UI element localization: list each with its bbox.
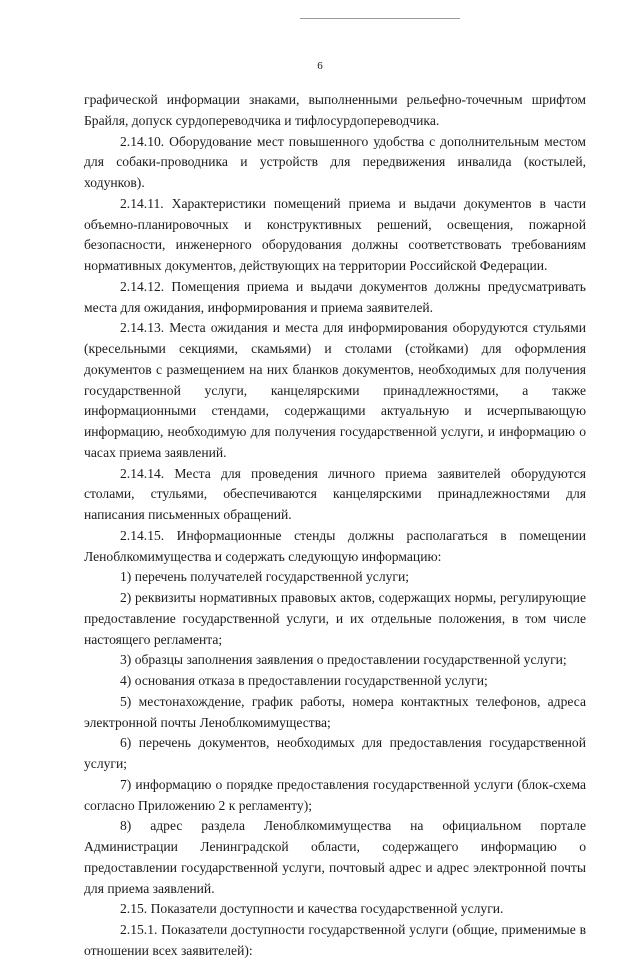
paragraph: 2.14.14. Места для проведения личного приема заявителей оборудуются столами, стульями, обеспечиваются канцелярскими принадлежностями для написания письменных обращений. [84, 465, 586, 522]
paragraph: 2.14.13. Места ожидания и места для информирования оборудуются стульями (кресельными секциями, скамьями) и столами (стойками) для оформления документов с размещением на них бланков документов, необходимых для получения государственной услуги, канцелярскими принадлежностями, а также информационными стендами, содержащими актуальную и исчерпывающую информацию, необходимую для получения государственной услуги, и информацию о часах приема заявлений. [84, 320, 586, 460]
paragraph: 2.14.11. Характеристики помещений приема и выдачи документов в части объемно-планировочных и конструктивных решений, освещения, пожарной безопасности, инженерного оборудования должны соответствовать требованиям нормативных документов, действующих на территории Российской Федерации. [84, 195, 586, 273]
page-number: 6 [317, 60, 323, 72]
paragraph: 2.14.12. Помещения приема и выдачи документов должны предусматривать места для ожидания, информирования и приема заявителей. [84, 278, 586, 315]
list-item: 2) реквизиты нормативных правовых актов, содержащих нормы, регулирующие предоставление государственной услуги, и их отдельные положения, в том числе настоящего регламента; [84, 590, 586, 647]
list-item: 5) местонахождение, график работы, номера контактных телефонов, адреса электронной почты Леноблкомимущества; [84, 693, 586, 730]
scan-artifact-top [300, 18, 460, 19]
section-heading: 2.15. Показатели доступности и качества государственной услуги. [120, 901, 504, 917]
paragraph: 2.14.10. Оборудование мест повышенного удобства с дополнительным местом для собаки-проводника и устройств для передвижения инвалида (костылей, ходунков). [84, 133, 586, 190]
list-item: 7) информацию о порядке предоставления государственной услуги (блок-схема согласно Приложению 2 к регламенту); [84, 776, 586, 813]
list-item: 6) перечень документов, необходимых для предоставления государственной услуги; [84, 735, 586, 771]
list-item: 8) адрес раздела Леноблкомимущества на официальном портале Администрации Ленинградской области, содержащего информацию о предоставлении государственной услуги, почтовый адрес и адрес электронной почты для приема заявлений. [84, 818, 586, 896]
document-body [84, 90, 586, 962]
paragraph: 2.14.15. Информационные стенды должны располагаться в помещении Леноблкомимущества и содержать следующую информацию: [84, 527, 586, 564]
list-item: 3) образцы заполнения заявления о предоставлении государственной услуги; [120, 652, 567, 668]
list-item: 4) основания отказа в предоставлении государственной услуги; [120, 673, 488, 688]
paragraph: 2.15.1. Показатели доступности государственной услуги (общие, применимые в отношении всех заявителей): [84, 922, 586, 958]
paragraph: графической информации знаками, выполненными рельефно-точечным шрифтом Брайля, допуск сурдопереводчика и тифлосурдопереводчика. [84, 92, 586, 128]
list-item: 1) перечень получателей государственной услуги; [120, 569, 410, 585]
